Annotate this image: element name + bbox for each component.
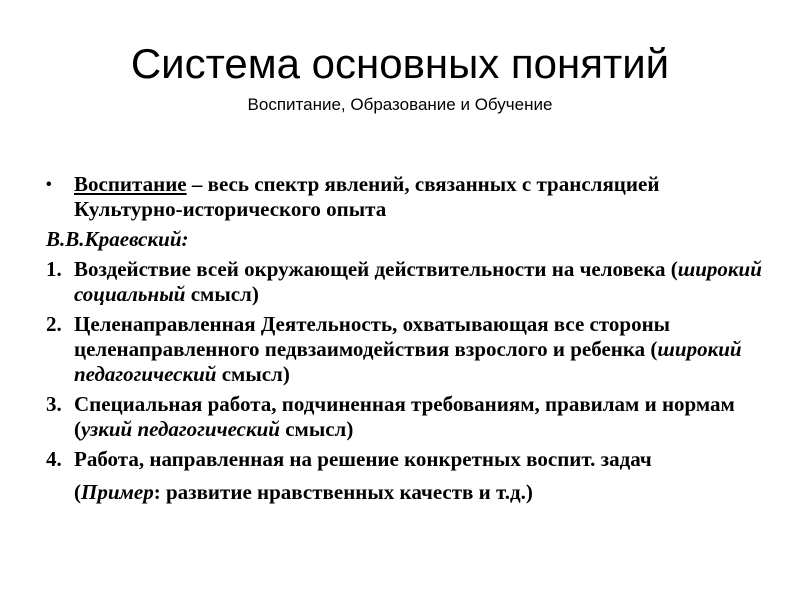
- list-item-number: 1.: [46, 257, 62, 281]
- list-item-1: [46, 257, 766, 307]
- author-name: В.В.Краевский:: [46, 227, 189, 251]
- slide-body: [46, 172, 766, 510]
- list-item-text-end: смысл): [216, 362, 290, 386]
- list-item-emphasis: широкий педагогический: [74, 337, 742, 386]
- author-line: [46, 227, 766, 252]
- list-item-2: [46, 312, 766, 387]
- list-item-number: 4.: [46, 447, 62, 471]
- definition-text: – весь спектр явлений, связанных с трансляцией Культурно-исторического опыта: [74, 172, 660, 221]
- list-item-text: Работа, направленная на решение конкретных воспит. задач: [74, 447, 652, 471]
- bullet-icon: •: [46, 176, 52, 193]
- list-item-emphasis: широкий социальный: [74, 257, 762, 306]
- slide-title: Система основных понятий: [130, 40, 670, 87]
- list-item-number: 2.: [46, 312, 62, 336]
- list-item-4: [46, 447, 766, 472]
- example-open: (: [74, 480, 81, 504]
- example-label: Пример: [81, 480, 154, 504]
- list-item-number: 3.: [46, 392, 62, 416]
- list-item-3: [46, 392, 766, 442]
- list-item-text: Специальная работа, подчиненная требованиям, правилам и нормам (: [74, 392, 735, 441]
- list-item-text-end: смысл): [279, 417, 354, 441]
- list-item-text: Целенаправленная Деятельность, охватывающая все стороны целенаправленного педвзаимодействия взрослого и ребенка (: [74, 312, 671, 361]
- example-text: : развитие нравственных качеств и т.д.): [153, 480, 533, 504]
- definition-term: Воспитание: [74, 172, 187, 196]
- example-line: [46, 480, 766, 505]
- list-item-text: Воздействие всей окружающей действительности на человека (: [74, 257, 678, 281]
- list-item-emphasis: узкий педагогический: [81, 417, 280, 441]
- slide-subtitle: Воспитание, Образование и Обучение: [247, 95, 553, 114]
- definition-paragraph: [46, 172, 766, 222]
- list-item-text-end: смысл): [185, 282, 259, 306]
